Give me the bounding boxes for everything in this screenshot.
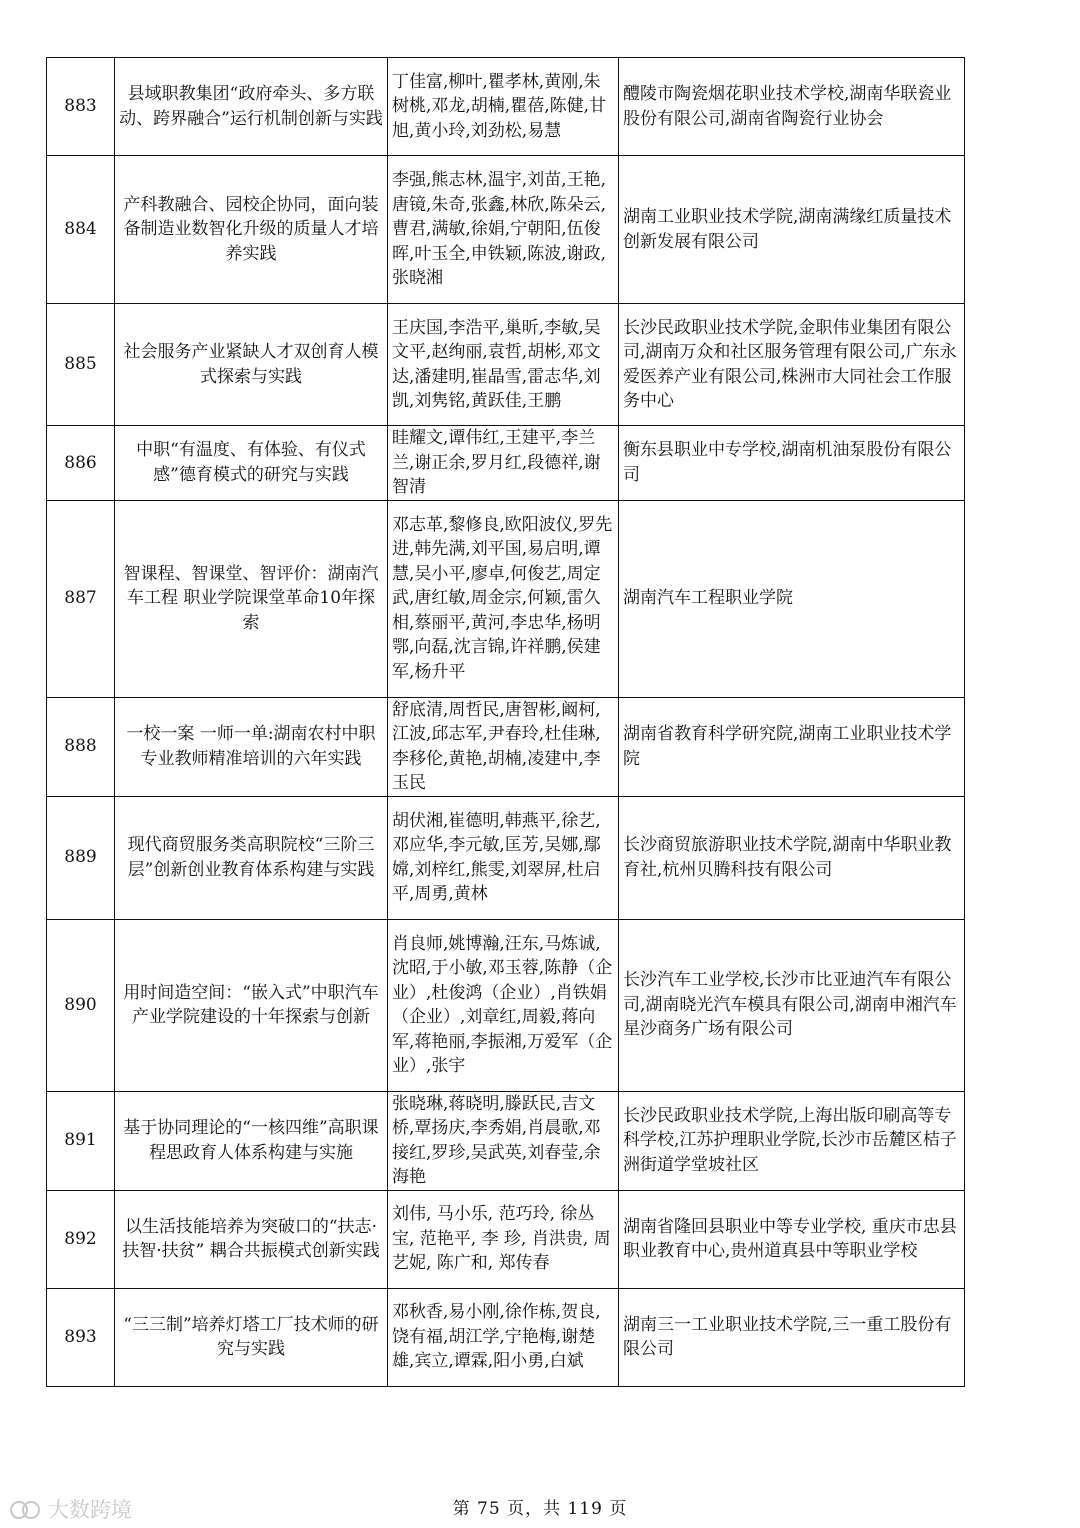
units-list: 湖南省隆回县职业中等专业学校, 重庆市忠县职业教育中心,贵州道真县中等职业学校 <box>619 1190 965 1288</box>
table-row <box>47 426 965 501</box>
row-number: 883 <box>47 58 115 156</box>
units-list: 湖南汽车工程职业学院 <box>619 500 965 697</box>
units-list: 醴陵市陶瓷烟花职业技术学校,湖南华联瓷业股份有限公司,湖南省陶瓷行业协会 <box>619 58 965 156</box>
units-list: 湖南三一工业职业技术学院,三一重工股份有限公司 <box>619 1288 965 1386</box>
units-list: 衡东县职业中专学校,湖南机油泵股份有限公司 <box>619 426 965 501</box>
members-list: 李强,熊志林,温宇,刘苗,王艳,唐镜,朱奇,张鑫,林欣,陈朵云,曹君,满敏,徐娟,宁朝阳,伍俊晖,叶玉全,申铁颖,陈波,谢政,张晓湘 <box>388 156 619 304</box>
row-number: 885 <box>47 304 115 426</box>
table-row <box>47 1190 965 1288</box>
row-number: 884 <box>47 156 115 304</box>
table-row <box>47 500 965 697</box>
units-list: 湖南省教育科学研究院,湖南工业职业技术学院 <box>619 697 965 796</box>
row-number: 893 <box>47 1288 115 1386</box>
units-list: 长沙民政职业技术学院,金职伟业集团有限公司,湖南万众和社区服务管理有限公司,广东永爱医养产业有限公司,株洲市大同社会工作服务中心 <box>619 304 965 426</box>
members-list: 肖良师,姚博瀚,汪东,马炼诚,沈昭,于小敏,邓玉蓉,陈静（企业）,杜俊鸿（企业）,肖铁娟（企业）,刘章红,周毅,蒋向军,蒋艳丽,李振湘,万爱军（企业）,张宇 <box>388 919 619 1091</box>
members-list: 张晓琳,蒋晓明,滕跃民,吉文桥,覃扬庆,李秀娟,肖晨歌,邓接红,罗珍,吴武英,刘春莹,余海艳 <box>388 1091 619 1190</box>
units-list: 长沙汽车工业学校,长沙市比亚迪汽车有限公司,湖南晓光汽车模具有限公司,湖南申湘汽车星沙商务广场有限公司 <box>619 919 965 1091</box>
members-list: 邓志革,黎修良,欧阳波仪,罗先进,韩先满,刘平国,易启明,谭慧,吴小平,廖卓,何俊艺,周定武,唐红敏,周金宗,何颖,雷久相,蔡丽平,黄河,李忠华,杨明鄂,向磊,沈言锦,许祥鹏,侯建军,杨升平 <box>388 500 619 697</box>
row-number: 888 <box>47 697 115 796</box>
table-row <box>47 1288 965 1386</box>
project-title: 产科教融合、园校企协同，面向装备制造业数智化升级的质量人才培养实践 <box>115 156 388 304</box>
watermark-text: 大数跨境 <box>48 1498 132 1522</box>
project-title: 社会服务产业紧缺人才双创育人模式探索与实践 <box>115 304 388 426</box>
units-list: 长沙商贸旅游职业技术学院,湖南中华职业教育社,杭州贝腾科技有限公司 <box>619 796 965 919</box>
page-number: 第 75 页，共 119 页 <box>452 1499 628 1519</box>
project-title: 用时间造空间：“嵌入式”中职汽车产业学院建设的十年探索与创新 <box>115 919 388 1091</box>
table-row <box>47 156 965 304</box>
members-list: 眭耀文,谭伟红,王建平,李兰兰,谢正余,罗月红,段德祥,谢智清 <box>388 426 619 501</box>
project-title: “三三制”培养灯塔工厂技术师的研究与实践 <box>115 1288 388 1386</box>
members-list: 邓秋香,易小刚,徐作栋,贺良,饶有福,胡江学,宁艳梅,谢楚雄,宾立,谭霖,阳小勇,白斌 <box>388 1288 619 1386</box>
table-row <box>47 304 965 426</box>
table-row <box>47 796 965 919</box>
row-number: 891 <box>47 1091 115 1190</box>
project-title: 以生活技能培养为突破口的“扶志·扶智·扶贫” 耦合共振模式创新实践 <box>115 1190 388 1288</box>
table-row <box>47 58 965 156</box>
units-list: 湖南工业职业技术学院,湖南满缘红质量技术创新发展有限公司 <box>619 156 965 304</box>
project-title: 基于协同理论的“一核四维”高职课程思政育人体系构建与实施 <box>115 1091 388 1190</box>
units-list: 长沙民政职业技术学院,上海出版印刷高等专科学校,江苏护理职业学院,长沙市岳麓区桔子洲街道学堂坡社区 <box>619 1091 965 1190</box>
table-row <box>47 919 965 1091</box>
table-row <box>47 1091 965 1190</box>
row-number: 889 <box>47 796 115 919</box>
awards-table <box>46 57 965 1387</box>
members-list: 舒底清,周哲民,唐智彬,阚柯,江波,邱志军,尹春玲,杜佳琳,李移伦,黄艳,胡楠,凌建中,李玉民 <box>388 697 619 796</box>
table-row <box>47 697 965 796</box>
row-number: 887 <box>47 500 115 697</box>
project-title: 智课程、智课堂、智评价：湖南汽车工程 职业学院课堂革命10年探索 <box>115 500 388 697</box>
row-number: 890 <box>47 919 115 1091</box>
project-title: 现代商贸服务类高职院校“三阶三层”创新创业教育体系构建与实践 <box>115 796 388 919</box>
project-title: 中职“有温度、有体验、有仪式感”德育模式的研究与实践 <box>115 426 388 501</box>
project-title: 县域职教集团“政府牵头、多方联动、跨界融合”运行机制创新与实践 <box>115 58 388 156</box>
members-list: 王庆国,李浩平,巢昕,李敏,吴文平,赵绚丽,袁哲,胡彬,邓文达,潘建明,崔晶雪,雷志华,刘凯,刘隽铭,黄跃佳,王鹏 <box>388 304 619 426</box>
members-list: 刘伟, 马小乐, 范巧玲, 徐丛宝, 范艳平, 李 珍, 肖洪贵, 周艺妮, 陈广和, 郑传春 <box>388 1190 619 1288</box>
members-list: 丁佳富,柳叶,瞿孝林,黄刚,朱树桃,邓龙,胡楠,瞿蓓,陈健,甘旭,黄小玲,刘劲松,易慧 <box>388 58 619 156</box>
row-number: 892 <box>47 1190 115 1288</box>
project-title: 一校一案 一师一单:湖南农村中职专业教师精准培训的六年实践 <box>115 697 388 796</box>
members-list: 胡伏湘,崔德明,韩燕平,徐艺,邓应华,李元敏,匡芳,吴娜,鄢嫦,刘梓红,熊雯,刘翠屏,杜启平,周勇,黄林 <box>388 796 619 919</box>
row-number: 886 <box>47 426 115 501</box>
